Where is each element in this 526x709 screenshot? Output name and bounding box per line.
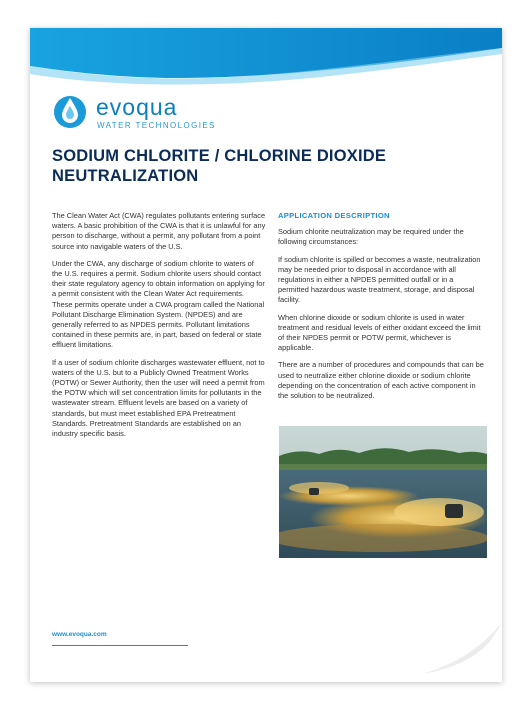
paragraph: When chlorine dioxide or sodium chlorite is used in water treatment and residual levels of either oxidant exceed the limit of their NPDES permit or POTW permit, whichever is applicable. bbox=[278, 312, 481, 353]
paragraph: Under the CWA, any discharge of sodium chlorite to waters of the U.S. requires a permit. Sodium chlorite users should contact their state regulatory agency to obtain information on applying for a permit consistent with the Clean Water Act requirements. These permits operate under a CWA program called the National Pollutant Discharge Elimination System. (NPDES) and are generally referred to as NPDES permits. Pollutant limitations contained in these permits are, in part, based on federal or state effluent limitations. bbox=[52, 258, 265, 350]
title-line-1: SODIUM CHLORITE / CHLORINE DIOXIDE bbox=[52, 147, 387, 165]
footer-divider bbox=[52, 645, 188, 646]
section-heading: APPLICATION DESCRIPTION bbox=[278, 211, 390, 220]
paragraph: There are a number of procedures and compounds that can be used to neutralize either chlorine dioxide or sodium chlorite depending on the concentration of each active component in the solution to be neutralized. bbox=[278, 360, 484, 401]
document-page bbox=[30, 28, 502, 682]
title-line-2: NEUTRALIZATION bbox=[52, 167, 199, 185]
water-drop-icon bbox=[52, 92, 88, 130]
paragraph: If sodium chlorite is spilled or becomes a waste, neutralization may be needed prior to disposal in accordance with all regulations in either a NPDES permitted outfall or in a permitted hazardous waste treatment, storage, and disposal facility. bbox=[278, 254, 481, 305]
aeration-pond-photo bbox=[279, 426, 487, 558]
left-column bbox=[52, 211, 266, 446]
paragraph: The Clean Water Act (CWA) regulates pollutants entering surface waters. A basic prohibition of the CWA is that it is unlawful for any person to discharge, without a permit, any pollutant from a point source into navigable waters of the U.S. bbox=[52, 211, 266, 251]
page-curl bbox=[382, 602, 502, 682]
header-wave-band bbox=[30, 28, 502, 86]
right-column bbox=[278, 211, 484, 408]
brand-tagline: WATER TECHNOLOGIES bbox=[97, 121, 216, 130]
footer-website-link[interactable]: www.evoqua.com bbox=[52, 631, 107, 638]
paragraph: If a user of sodium chlorite discharges wastewater effluent, not to waters of the U.S. but to a Publicly Owned Treatment Works (POTW) or Sewer Authority, then the user will need a permit from the POTW which will set concentration limits for pollutants in the wastewater stream. Effluent levels are based on a variety of standards, but must meet established EPA Pretreatment Standards. Pretreatment Standards are established on an industry specific basis. bbox=[52, 357, 265, 439]
brand-name: evoqua bbox=[96, 94, 178, 120]
paragraph: Sodium chlorite neutralization may be required under the following circumstances: bbox=[278, 227, 464, 247]
page-title bbox=[52, 146, 472, 186]
evoqua-logo bbox=[52, 92, 252, 152]
